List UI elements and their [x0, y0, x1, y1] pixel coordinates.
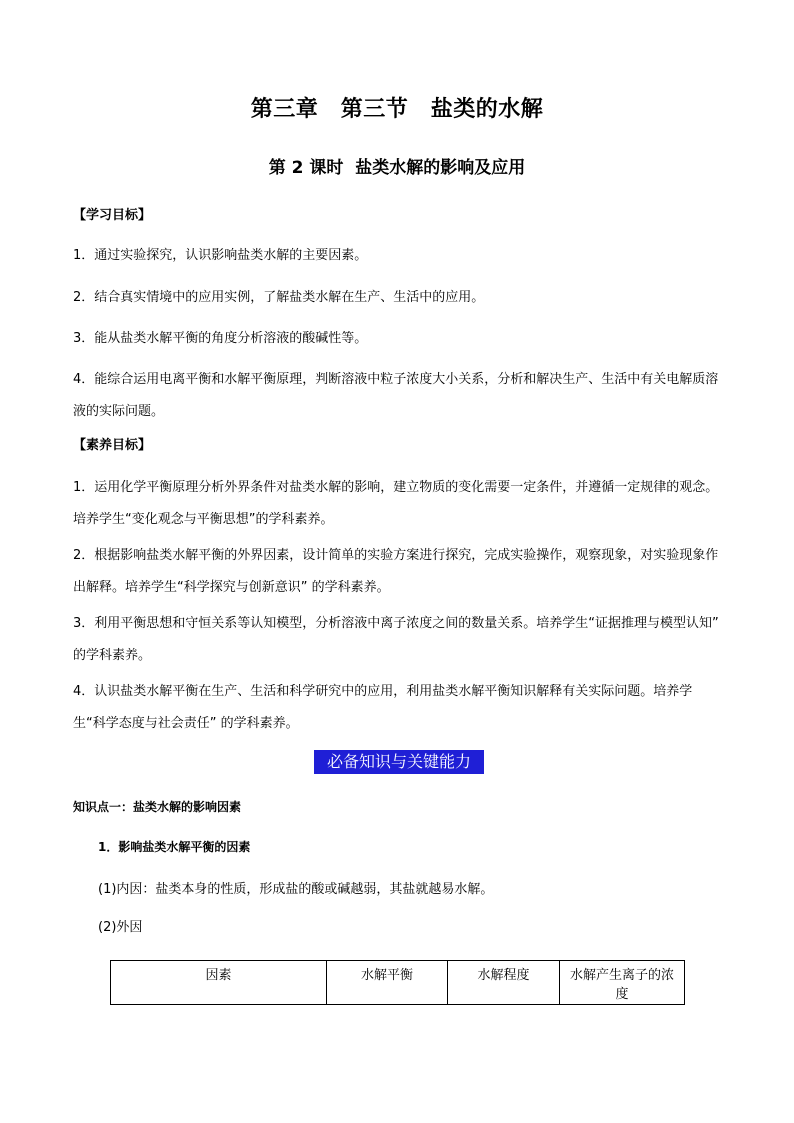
section-banner: 必备知识与关键能力: [314, 750, 484, 774]
literacy-objective-item: 3．利用平衡思想和守恒关系等认知模型，分析溶液中离子浓度之间的数量关系。培养学生“证据推理与模型认知” 的学科素养。: [73, 616, 719, 663]
chapter-title: 第三章 第三节 盐类的水解: [250, 97, 544, 122]
table-header-cell: 因素: [111, 961, 327, 1005]
factors-table: [110, 960, 685, 1005]
internal-factor-text: (1)内因：盐类本身的性质，形成盐的酸或碱越弱，其盐就越易水解。: [98, 882, 494, 897]
table-header-row: [111, 961, 685, 1005]
knowledge-point-subheading: 1．影响盐类水解平衡的因素: [98, 840, 251, 854]
learning-objective-item: 2．结合真实情境中的应用实例，了解盐类水解在生产、生活中的应用。: [73, 290, 485, 305]
table-header-cell: 水解平衡: [327, 961, 448, 1005]
literacy-objective-item: 1．运用化学平衡原理分析外界条件对盐类水解的影响，建立物质的变化需要一定条件，并遵循一定规律的观念。培养学生“变化观念与平衡思想”的学科素养。: [73, 480, 719, 527]
knowledge-point-heading: 知识点一：盐类水解的影响因素: [73, 800, 242, 814]
learning-objective-item: 3．能从盐类水解平衡的角度分析溶液的酸碱性等。: [73, 331, 368, 346]
learning-objectives-heading: 【学习目标】: [73, 208, 152, 223]
learning-objective-item: 1．通过实验探究，认识影响盐类水解的主要因素。: [73, 248, 368, 263]
learning-objective-item: 4．能综合运用电离平衡和水解平衡原理，判断溶液中粒子浓度大小关系，分析和解决生产、生活中有关电解质溶液的实际问题。: [73, 372, 719, 419]
literacy-objectives-heading: 【素养目标】: [73, 438, 152, 453]
lesson-title: 第 2 课时 盐类水解的影响及应用: [268, 158, 526, 178]
table-header-cell: 水解程度: [448, 961, 560, 1005]
external-factor-label: (2)外因: [98, 920, 143, 935]
literacy-objective-item: 2．根据影响盐类水解平衡的外界因素，设计简单的实验方案进行探究，完成实验操作，观察现象，对实验现象作出解释。培养学生“科学探究与创新意识” 的学科素养。: [73, 548, 719, 595]
table-header-cell: 水解产生离子的浓度: [560, 961, 685, 1005]
literacy-objective-item: 4．认识盐类水解平衡在生产、生活和科学研究中的应用，利用盐类水解平衡知识解释有关实际问题。培养学生“科学态度与社会责任” 的学科素养。: [73, 684, 693, 731]
